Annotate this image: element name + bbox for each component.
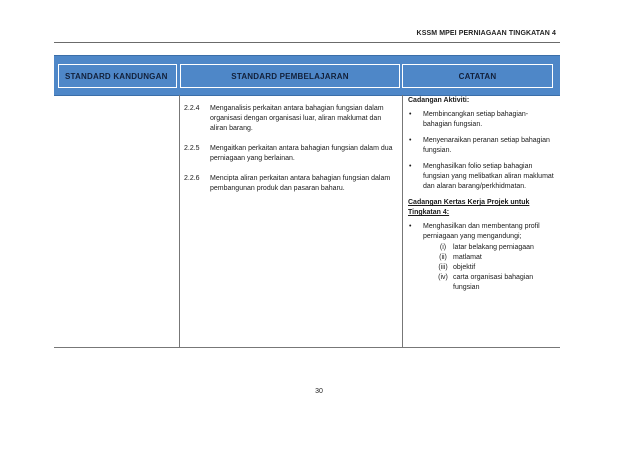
activity-text: Membincangkan setiap bahagian-bahagian fungsian. bbox=[423, 111, 529, 128]
list-item bbox=[408, 110, 555, 130]
learning-standard-item bbox=[184, 104, 399, 134]
table-header bbox=[54, 55, 560, 96]
column-header-catatan: CATATAN bbox=[402, 64, 553, 88]
column-divider bbox=[179, 95, 180, 347]
curriculum-table bbox=[54, 55, 560, 347]
project-text: Menghasilkan dan membentang profil perniagaan yang mengandungi; bbox=[423, 223, 540, 240]
notes-cell bbox=[408, 96, 555, 299]
standard-text: Mengaitkan perkaitan antara bahagian fungsian dalam dua perniagaan yang berlainan. bbox=[210, 145, 393, 162]
project-list bbox=[408, 222, 555, 293]
standard-text: Mencipta aliran perkaitan antara bahagian fungsian dalam pembangunan produk dan pasaran baharu. bbox=[210, 175, 391, 192]
document-header: KSSM MPEI PERNIAGAAN TINGKATAN 4 bbox=[416, 30, 556, 37]
activities-heading: Cadangan Aktiviti: bbox=[408, 97, 470, 104]
bullet-icon: • bbox=[409, 111, 412, 118]
sub-list bbox=[423, 243, 555, 293]
column-header-standard-pembelajaran: STANDARD PEMBELAJARAN bbox=[180, 64, 400, 88]
table-body bbox=[54, 95, 560, 348]
project-heading: Cadangan Kertas Kerja Projek untuk Tingkatan 4: bbox=[408, 199, 530, 216]
learning-standards-cell bbox=[184, 104, 399, 204]
standard-code: 2.2.5 bbox=[184, 145, 200, 152]
list-item bbox=[408, 136, 555, 156]
list-item bbox=[408, 222, 555, 293]
activities-list bbox=[408, 110, 555, 192]
column-header-standard-kandungan: STANDARD KANDUNGAN bbox=[58, 64, 177, 88]
standard-code: 2.2.4 bbox=[184, 105, 200, 112]
sub-list-item: (i) latar belakang perniagaan bbox=[439, 244, 534, 251]
bullet-icon: • bbox=[409, 163, 412, 170]
bullet-icon: • bbox=[409, 223, 412, 230]
activity-text: Menghasilkan folio setiap bahagian fungsian yang melibatkan aliran maklumat dan alaran barang/perkhidmatan. bbox=[423, 163, 554, 190]
sub-list-item: (ii) matlamat bbox=[439, 254, 482, 261]
page-number: 30 bbox=[315, 388, 323, 395]
sub-list-item: (iv) carta organisasi bahagian fungsian bbox=[438, 274, 534, 291]
standard-code: 2.2.6 bbox=[184, 175, 200, 182]
standard-text: Menganalisis perkaitan antara bahagian fungsian dalam organisasi dengan organisasi luar, aliran maklumat dan aliran barang. bbox=[210, 105, 384, 132]
learning-standard-item bbox=[184, 144, 399, 164]
header-divider bbox=[54, 42, 560, 43]
column-divider bbox=[402, 95, 403, 347]
bullet-icon: • bbox=[409, 137, 412, 144]
list-item bbox=[408, 162, 555, 192]
learning-standard-item bbox=[184, 174, 399, 194]
activity-text: Menyenaraikan peranan setiap bahagian fungsian. bbox=[423, 137, 550, 154]
sub-list-item: (iii) objektif bbox=[438, 264, 476, 271]
